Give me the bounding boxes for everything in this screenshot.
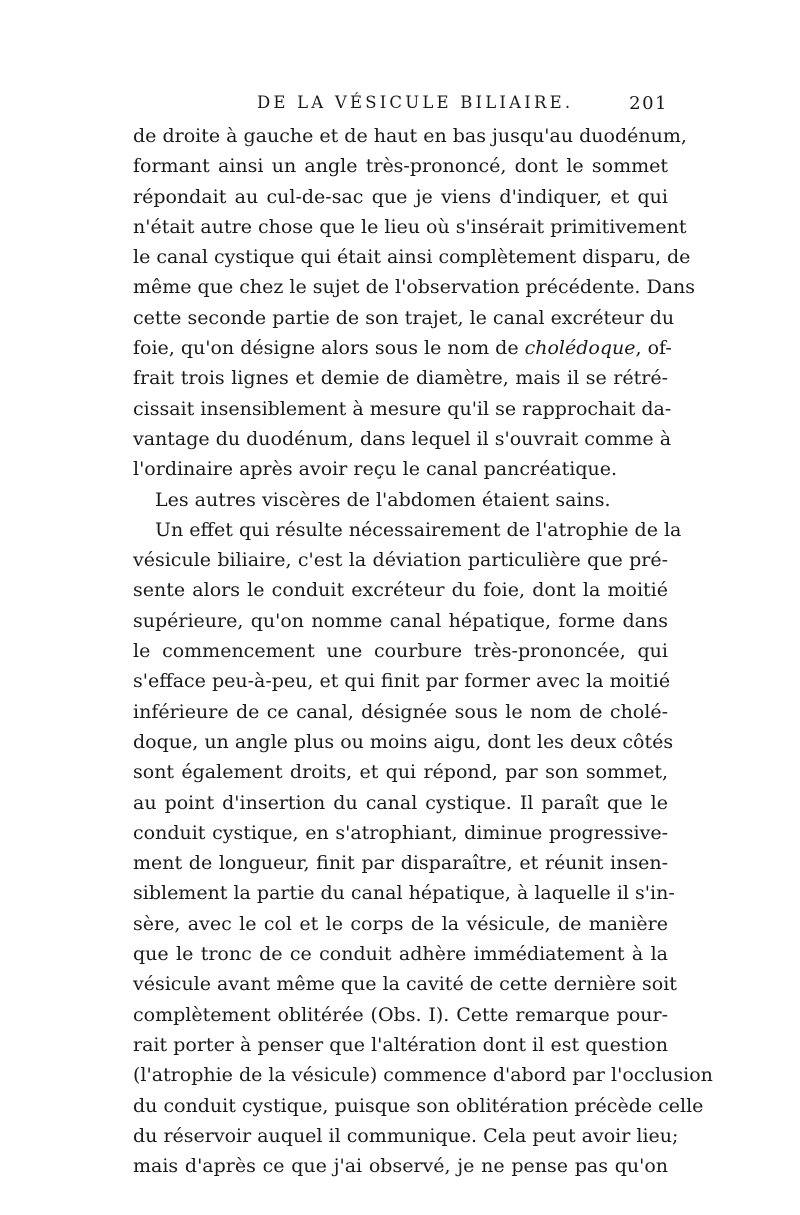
body-text bbox=[133, 121, 713, 1181]
text-line: du réservoir auquel il communique. Cela peut avoir lieu; bbox=[133, 1124, 679, 1147]
text-line: doque, un angle plus ou moins aigu, dont les deux côtés bbox=[133, 730, 674, 753]
text-line: conduit cystique, en s'atrophiant, diminue progressive- bbox=[133, 821, 668, 844]
text-line: le canal cystique qui était ainsi complètement disparu, de bbox=[133, 246, 691, 269]
text-line: Les autres viscères de l'abdomen étaient sains. bbox=[155, 488, 611, 511]
text-line: l'ordinaire après avoir reçu le canal pancréatique. bbox=[133, 458, 618, 481]
text-line: vésicule biliaire, c'est la déviation particulière que pré- bbox=[133, 549, 668, 572]
text-line bbox=[133, 333, 672, 363]
text-line: mais d'après ce que j'ai observé, je ne pense pas qu'on bbox=[133, 1155, 668, 1178]
text-line: (l'atrophie de la vésicule) commence d'abord par l'occlusion bbox=[133, 1064, 713, 1087]
text-line: siblement la partie du canal hépatique, à laquelle il s'in- bbox=[133, 882, 675, 905]
running-head-title: DE LA VÉSICULE BILIAIRE. bbox=[257, 93, 574, 112]
text-line: vantage du duodénum, dans lequel il s'ouvrait comme à bbox=[133, 427, 672, 450]
page-number: 201 bbox=[629, 93, 668, 114]
text-line: sère, avec le col et le corps de la vésicule, de manière bbox=[133, 912, 668, 935]
text-line: que le tronc de ce conduit adhère immédiatement à la bbox=[133, 943, 668, 966]
text-line: du conduit cystique, puisque son oblitération précède celle bbox=[133, 1094, 704, 1117]
text-line: cette seconde partie de son trajet, le canal excréteur du bbox=[133, 306, 675, 329]
text-line: répondait au cul-de-sac que je viens d'indiquer, et qui bbox=[133, 185, 668, 208]
text-segment: , of- bbox=[635, 337, 672, 360]
text-segment: foie, qu'on désigne alors sous le nom de bbox=[133, 337, 525, 360]
text-line: cissait insensiblement à mesure qu'il se rapprochait da- bbox=[133, 397, 672, 420]
text-line: même que chez le sujet de l'observation précédente. Dans bbox=[133, 276, 696, 299]
running-head bbox=[133, 93, 668, 119]
text-line: n'était autre chose que le lieu où s'insérait primitivement bbox=[133, 215, 687, 238]
text-line: frait trois lignes et demie de diamètre, mais il se rétré- bbox=[133, 367, 668, 390]
text-line: sente alors le conduit excréteur du foie, dont la moitié bbox=[133, 579, 668, 602]
text-line: au point d'insertion du canal cystique. Il paraît que le bbox=[133, 791, 668, 814]
text-line: formant ainsi un angle très-prononcé, dont le sommet bbox=[133, 155, 668, 178]
text-line: complètement oblitérée (Obs. I). Cette remarque pour- bbox=[133, 1003, 668, 1026]
text-line: sont également droits, et qui répond, par son sommet, bbox=[133, 761, 668, 784]
text-line: supérieure, qu'on nomme canal hépatique, forme dans bbox=[133, 609, 668, 632]
text-line: inférieure de ce canal, désignée sous le nom de cholé- bbox=[133, 700, 668, 723]
text-line: vésicule avant même que la cavité de cette dernière soit bbox=[133, 973, 677, 996]
text-line: de droite à gauche et de haut en bas jusqu'au duodénum, bbox=[133, 125, 687, 147]
text-line: Un effet qui résulte nécessairement de l'atrophie de la bbox=[155, 518, 682, 541]
text-line: ment de longueur, finit par disparaître, et réunit insen- bbox=[133, 852, 668, 875]
text-line: rait porter à penser que l'altération dont il est question bbox=[133, 1033, 668, 1056]
text-line: s'efface peu-à-peu, et qui finit par former avec la moitié bbox=[133, 670, 671, 693]
italic-term: cholédoque bbox=[524, 337, 636, 360]
text-line: le commencement une courbure très-prononcée, qui bbox=[133, 640, 668, 663]
